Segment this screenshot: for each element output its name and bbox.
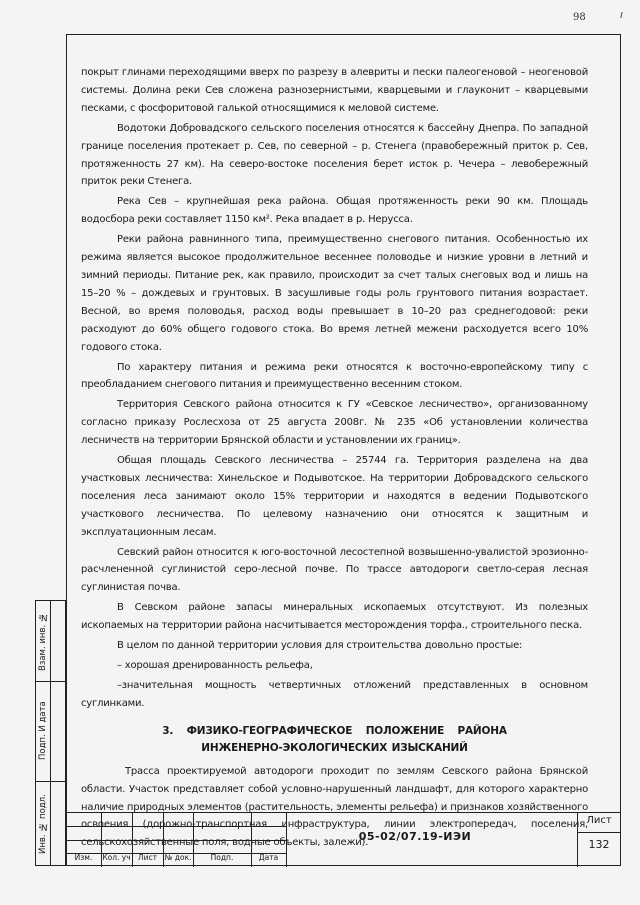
paragraph: Реки района равнинного типа, преимущественно снегового питания. Особенностью их режима является высокое продолжительное весеннее половодье и низкие уровни в летний и зимний периоды. Питание рек, как правило, происходит за счет талых снеговых вод и лишь на 15–20 % – дождевых и грунтовых. В засушливые годы роль грунтового питания возрастает. Весной, во время половодья, расход воды превышает в 10–20 раз среднегодовой: реки расходуют до 60% общего годового стока. Во время летней межени расходуется всего 10% годового стока. [81, 234, 588, 353]
vzam-inv-label: Взам. инв. № [38, 612, 48, 672]
paragraph: В Севском районе запасы минеральных ископаемых отсутствуют. Из полезных ископаемых на территории района насчитывается месторождения торфа., строительного песка. [81, 602, 588, 632]
col-kol-uch: Кол. уч [102, 853, 131, 862]
paragraph: Река Сев – крупнейшая река района. Общая протяженность реки 90 км. Площадь водосбора реки составляет 1150 км². Река впадает в р. Нерусса. [81, 196, 588, 226]
page-number: 98 [573, 12, 586, 23]
corner-mark: ı [620, 8, 624, 21]
document-code: 05-02/07.19-ИЭИ [358, 830, 472, 843]
list-item: – хорошая дренированность рельефа, [117, 660, 313, 671]
col-data: Дата [258, 853, 279, 862]
inv-podl-label: Инв. № подл. [38, 794, 48, 854]
col-podp: Подп. [210, 853, 234, 862]
sheet-label: Лист [586, 815, 612, 826]
paragraph: Общая площадь Севского лесничества – 25744 га. Территория разделена на два участковых лесничества: Хинельское и Подывотское. На территории Добровадского сельского поселения леса занимают около 15% территории и находятся в ведении Подывотского участкового лесничества. По целевому назначению они относятся к защитным и эксплуатационным лесам. [81, 455, 588, 538]
paragraph: Севский район относится к юго-восточной лесостепной возвышенно-увалистой эрозионно-расчлененной суглинистой серо-лесной почве. По трассе автодороги светло-серая лесная суглинистая почва. [81, 546, 588, 594]
paragraph: Территория Севского района относится к ГУ «Севское лесничество», организованному согласно приказу Рослесхоза от 25 августа 2008г. № 235 «Об установлении количества лесничеств на территории Брянской области и установлении их границ». [81, 399, 588, 447]
paragraph: покрыт глинами переходящими вверх по разрезу в алевриты и пески палеогеновой – неогеновой системы. Долина реки Сев сложена разнозернистыми, кварцевыми и глауконит – кварцевыми песками, с фосфоритовой галькой относящимися к меловой системе. [81, 67, 588, 114]
section-heading-line2: ИНЖЕНЕРНО-ЭКОЛОГИЧЕСКИХ ИЗЫСКАНИЙ [201, 741, 468, 754]
section-heading: 3. ФИЗИКО-ГЕОГРАФИЧЕСКОЕ ПОЛОЖЕНИЕ РАЙОНА [162, 724, 507, 737]
paragraph: По характеру питания и режима реки относятся к восточно-европейскому типу с преобладанием снегового питания и преимущественно весенним стоком. [81, 361, 588, 391]
col-izm: Изм. [74, 853, 93, 862]
sheet-number: 132 [588, 838, 610, 851]
podp-data-label: Подп. И дата [38, 701, 48, 761]
paragraph: Водотоки Добровадского сельского поселения относятся к бассейну Днепра. По западной границе поселения протекает р. Сев, по северной – р. Стенега (правобережный приток р. Сев, протяженность 27 км). На северо-востоке поселения берет исток р. Чечера – левобережный приток реки Стенега. [81, 122, 588, 188]
section-paragraph: Трасса проектируемой автодороги проходит по землям Севского района Брянской области. Участок представляет собой условно-нарушенный ландшафт, для которого характерно наличие природных элементов (растительность, элементы рельефа) и признаков хозяйственного освоения (дорожно-транспортная инфраструктура, линии электропередач, поселения, сельскохозяйственные поля, водные объекты, залежи). [81, 765, 588, 849]
col-list: Лист [137, 853, 157, 862]
paragraph: В целом по данной территории условия для строительства довольно простые: [117, 640, 523, 652]
document-body [81, 64, 588, 854]
side-stamp [35, 600, 66, 866]
list-item: –значительная мощность четвертичных отложений представленных в основном суглинками. [81, 679, 588, 709]
col-n-dok: № док. [164, 853, 192, 862]
